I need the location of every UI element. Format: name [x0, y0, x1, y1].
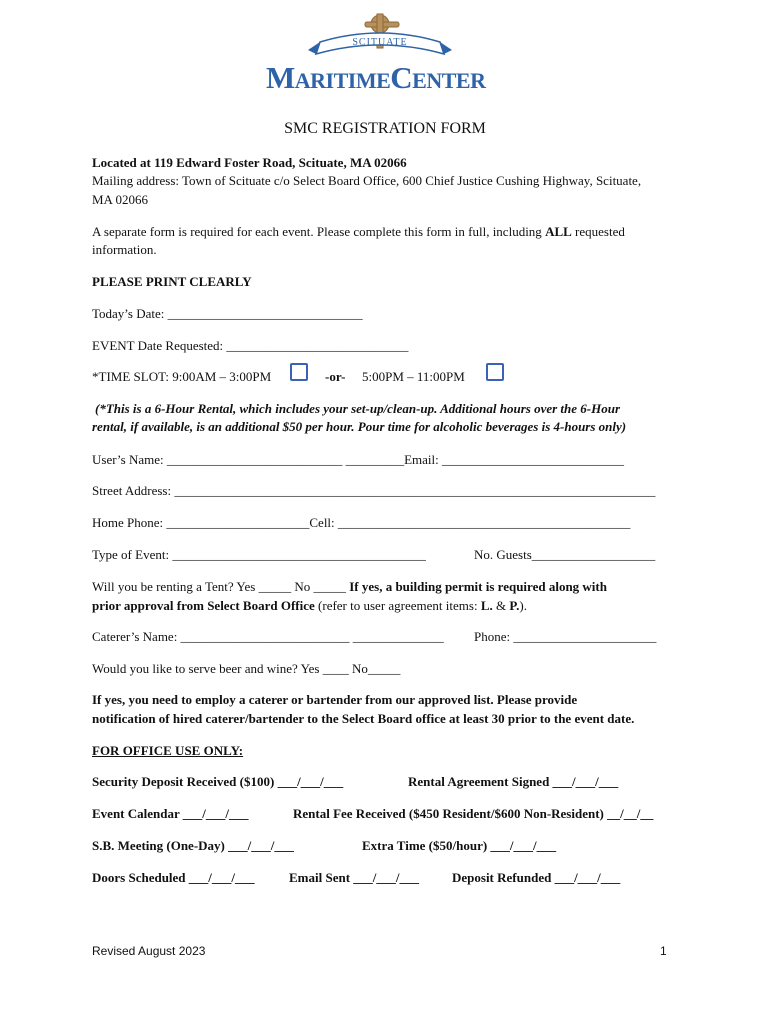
- time-slot-label: *TIME SLOT: 9:00AM – 3:00PM: [92, 369, 272, 384]
- tent-question-line1: [92, 579, 607, 595]
- beer-wine-question[interactable]: Would you like to serve beer and wine? Yes ____ No_____: [92, 661, 401, 676]
- caterer-phone-field[interactable]: Phone: ______________________: [474, 629, 657, 644]
- time-slot-2-checkbox[interactable]: [486, 363, 504, 381]
- separate-form-requested: requested: [571, 224, 625, 239]
- street-address-field[interactable]: Street Address: __________________________________________________________________________: [92, 483, 656, 498]
- time-slot-or: -or-: [325, 369, 346, 384]
- rental-agreement-field: Rental Agreement Signed ___/___/___: [408, 774, 619, 789]
- tent-approval: prior approval from Select Board Office: [92, 598, 315, 613]
- tent-item-l: L.: [480, 598, 493, 613]
- tent-refer: (refer to user agreement items:: [314, 598, 481, 613]
- revised-date: Revised August 2023: [92, 944, 206, 958]
- tent-question-line2: [92, 598, 527, 614]
- tent-question-text: Will you be renting a Tent? Yes _____ No _____: [92, 579, 350, 594]
- caterer-name-field[interactable]: Caterer’s Name: __________________________ ______________: [92, 629, 444, 644]
- caterer-note-line1: If yes, you need to employ a caterer or bartender from our approved list. Please provide: [92, 692, 578, 707]
- logo-wordmark: [266, 60, 485, 96]
- logo-emblem: [262, 10, 498, 60]
- tent-item-p: P.: [509, 598, 520, 613]
- location-line: Located at 119 Edward Foster Road, Scituate, MA 02066: [92, 155, 407, 170]
- rental-fee-field: Rental Fee Received ($450 Resident/$600 Non-Resident) __/__/__: [293, 806, 654, 821]
- page-title: SMC REGISTRATION FORM: [284, 120, 486, 137]
- mailing-address-line1: Mailing address: Town of Scituate c/o Select Board Office, 600 Chief Justice Cushing Highway, Scituate,: [92, 173, 642, 188]
- email-sent-field: Email Sent ___/___/___: [289, 870, 420, 885]
- logo-cap-m: M: [266, 60, 295, 95]
- maritime-center-logo: [262, 10, 498, 95]
- security-deposit-field: Security Deposit Received ($100) ___/___/___: [92, 774, 344, 789]
- extra-time-field: Extra Time ($50/hour) ___/___/___: [362, 838, 557, 853]
- deposit-refunded-field: Deposit Refunded ___/___/___: [452, 870, 621, 885]
- office-use-heading: FOR OFFICE USE ONLY:: [92, 743, 244, 758]
- time-slot-2-label: 5:00PM – 11:00PM: [362, 369, 465, 384]
- separate-form-note-line2: information.: [92, 242, 157, 257]
- tent-permit-note: If yes, a building permit is required along with: [349, 579, 607, 594]
- doors-scheduled-field: Doors Scheduled ___/___/___: [92, 870, 255, 885]
- rental-note-line1: (*This is a 6-Hour Rental, which includes your set-up/clean-up. Additional hours over the 6-Hour: [95, 401, 621, 416]
- separate-form-text: A separate form is required for each event. Please complete this form in full, including: [92, 224, 546, 239]
- number-of-guests-field[interactable]: No. Guests___________________: [474, 547, 656, 562]
- logo-banner-text: SCITUATE: [352, 37, 408, 48]
- print-clearly-heading: PLEASE PRINT CLEARLY: [92, 274, 252, 289]
- home-cell-phone-field[interactable]: Home Phone: ______________________Cell: _____________________________________________: [92, 515, 631, 530]
- caterer-note-line2: notification of hired caterer/bartender to the Select Board office at least 30 prior to the event date.: [92, 711, 635, 726]
- logo-enter: ENTER: [412, 68, 486, 93]
- tent-end: ).: [519, 598, 527, 613]
- page-number: 1: [660, 944, 667, 958]
- mailing-address-line2: MA 02066: [92, 192, 148, 207]
- logo-aritime: ARITIME: [294, 68, 391, 93]
- time-slot-1-checkbox[interactable]: [290, 363, 308, 381]
- tent-amp: &: [492, 598, 510, 613]
- separate-form-all: ALL: [545, 224, 572, 239]
- separate-form-note: [92, 224, 625, 240]
- sb-meeting-field: S.B. Meeting (One-Day) ___/___/___: [92, 838, 294, 853]
- event-date-field[interactable]: EVENT Date Requested: ____________________________: [92, 338, 409, 353]
- type-of-event-field[interactable]: Type of Event: _______________________________________: [92, 547, 426, 562]
- rental-note-line2: rental, if available, is an additional $50 per hour. Pour time for alcoholic beverages is 4-hours only): [92, 419, 627, 434]
- event-calendar-field: Event Calendar ___/___/___: [92, 806, 249, 821]
- users-name-email-field[interactable]: User’s Name: ___________________________ _________Email: ____________________________: [92, 452, 625, 467]
- todays-date-field[interactable]: Today’s Date: ______________________________: [92, 306, 363, 321]
- logo-cap-c: C: [390, 60, 413, 95]
